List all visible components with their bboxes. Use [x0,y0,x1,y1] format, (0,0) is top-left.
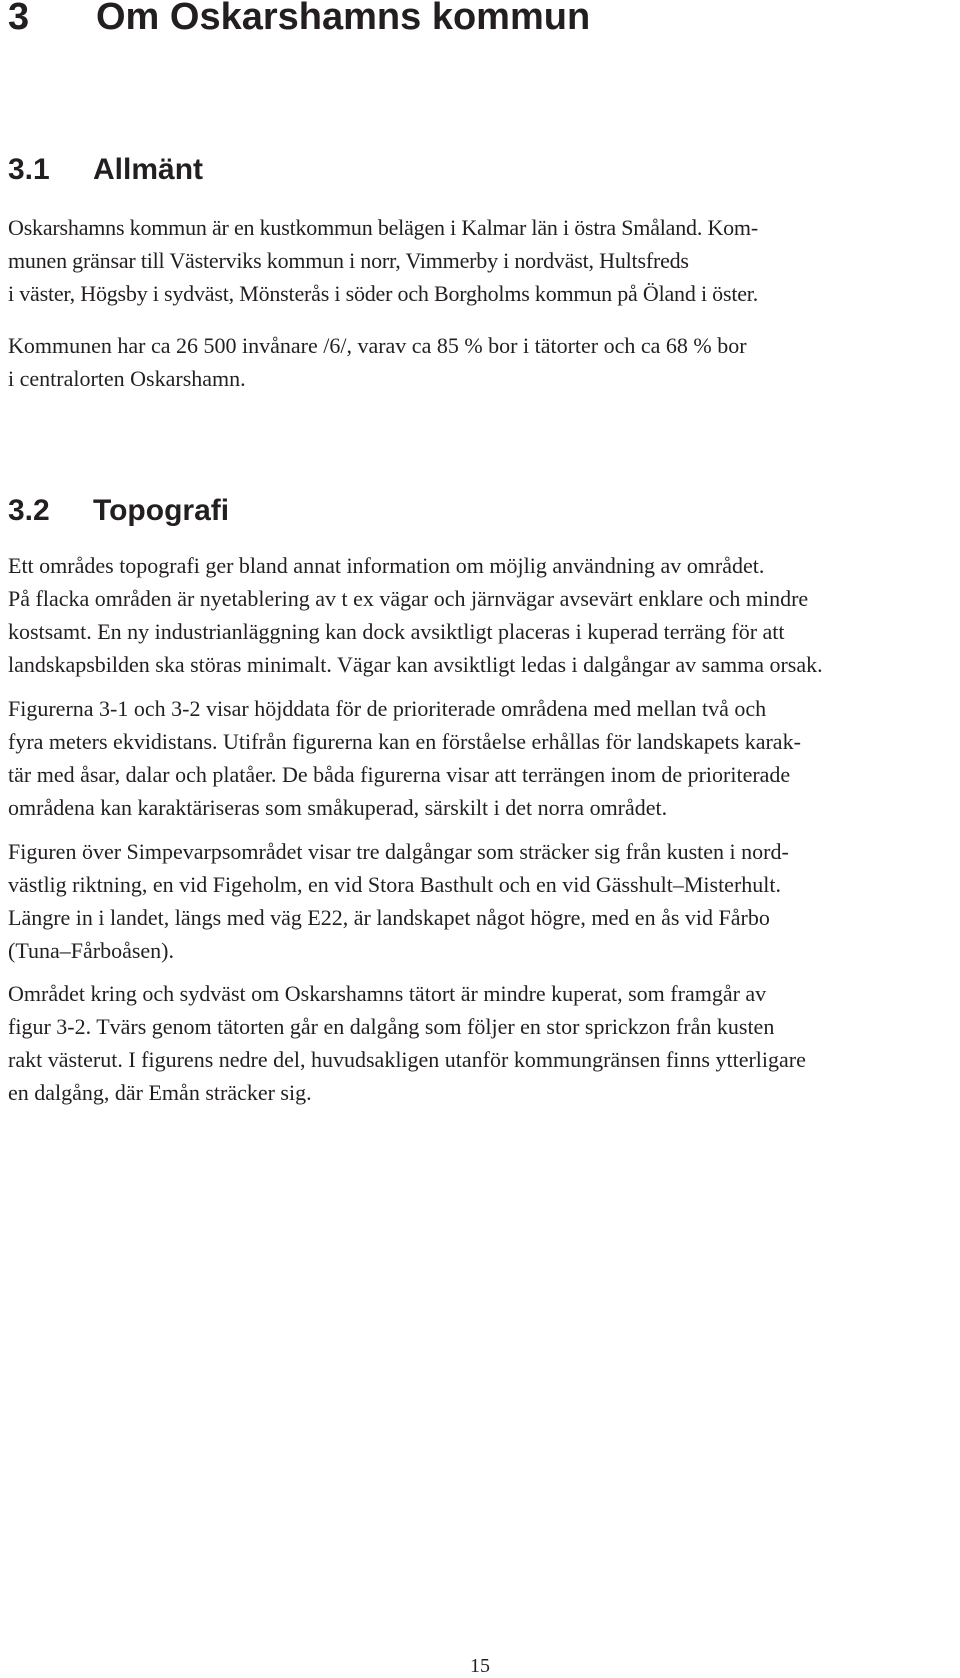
text-line: västlig riktning, en vid Figeholm, en vid Stora Basthult och en vid Gässhult–Misterhult. [8,872,781,897]
section-number: 3.2 [8,494,50,527]
paragraph [8,835,958,967]
section-number: 3.1 [8,153,50,186]
section-heading-allmant [8,152,203,188]
text-line: fyra meters ekvidistans. Utifrån figurerna kan en förståelse erhållas för landskapets karak- [8,729,801,754]
text-line: kostsamt. En ny industrianläggning kan dock avsiktligt placeras i kuperad terräng för att [8,619,785,644]
text-line: munen gränsar till Västerviks kommun i norr, Vimmerby i nordväst, Hultsfreds [8,248,689,273]
section-heading-topografi [8,493,229,529]
text-line: landskapsbilden ska störas minimalt. Vägar kan avsiktligt ledas i dalgångar av samma orsak. [8,652,823,677]
text-line: i väster, Högsby i sydväst, Mönsterås i söder och Borgholms kommun på Öland i öster. [8,281,759,306]
paragraph [8,549,958,681]
text-line: Längre in i landet, längs med väg E22, är landskapet något högre, med en ås vid Fårbo [8,905,770,930]
chapter-number: 3 [8,0,30,38]
text-line: Ett områdes topografi ger bland annat information om möjlig användning av området. [8,553,765,578]
chapter-heading [8,0,590,40]
paragraph [8,692,958,824]
paragraph [8,977,958,1109]
paragraph [8,211,958,310]
text-line: Området kring och sydväst om Oskarshamns tätort är mindre kuperat, som framgår av [8,981,767,1006]
text-line: (Tuna–Fårboåsen). [8,938,174,963]
text-line: Figuren över Simpevarpsområdet visar tre dalgångar som sträcker sig från kusten i nord- [8,839,789,864]
text-line: Figurerna 3-1 och 3-2 visar höjddata för de prioriterade områdena med mellan två och [8,696,767,721]
text-line: i centralorten Oskarshamn. [8,366,246,391]
chapter-title: Om Oskarshamns kommun [96,0,591,38]
page-number: 15 [470,1655,490,1677]
text-line: tär med åsar, dalar och platåer. De båda figurerna visar att terrängen inom de prioriterade [8,762,791,787]
section-title: Topografi [93,494,230,527]
text-line: rakt västerut. I figurens nedre del, huvudsakligen utanför kommungränsen finns ytterligare [8,1047,806,1072]
text-line: figur 3-2. Tvärs genom tätorten går en dalgång som följer en stor sprickzon från kusten [8,1014,775,1039]
text-line: Kommunen har ca 26 500 invånare /6/, varav ca 85 % bor i tätorter och ca 68 % bor [8,333,747,358]
text-line: Oskarshamns kommun är en kustkommun belägen i Kalmar län i östra Småland. Kom- [8,215,758,240]
paragraph [8,329,958,395]
text-line: områdena kan karaktäriseras som småkuperad, särskilt i det norra området. [8,795,668,820]
text-line: en dalgång, där Emån sträcker sig. [8,1080,312,1105]
text-line: På flacka områden är nyetablering av t ex vägar och järnvägar avsevärt enklare och mindre [8,586,809,611]
section-title: Allmänt [93,153,204,186]
